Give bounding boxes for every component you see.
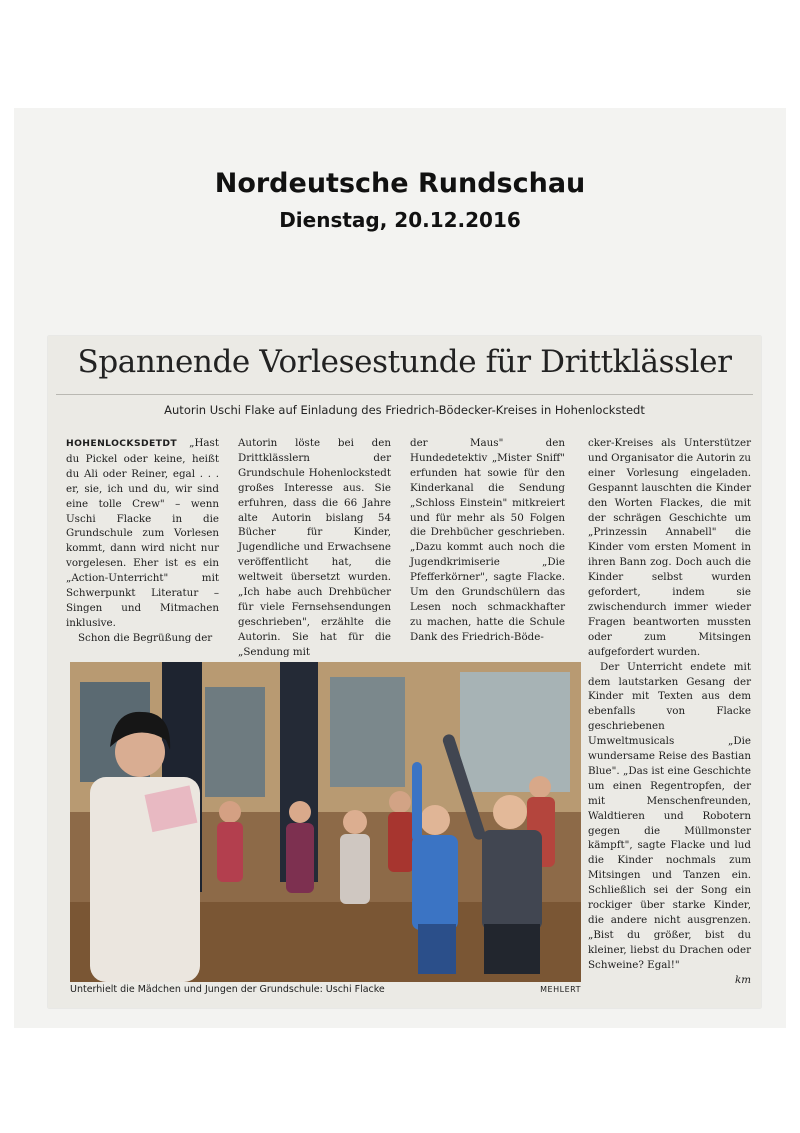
photo-caption (70, 984, 581, 995)
headline-rule (56, 394, 753, 395)
article-column-1 (66, 436, 219, 646)
article-photo (70, 662, 581, 982)
column-1-paragraph-1: „Hast du Pickel oder keine, heißt du Ali oder Reiner, egal . . . er, sie, ich und du, wir sind eine tolle Crew" – wenn Uschi Flacke in die Grundschule zum Vorlesen kommt, dann wird nicht nur vorgelesen. Eher ist es ein „Action-Unterricht" mit Schwerpunkt Literatur – Singen und Mitmachen inklusive. (66, 437, 219, 629)
author-signature: km (734, 973, 751, 986)
article-subheadline: Autorin Uschi Flake auf Einladung des Friedrich-Bödecker-Kreises in Hohenlockstedt (164, 403, 645, 417)
photo-credit: MEHLERT (540, 985, 581, 994)
article-dateline: HOHENLOCKSDETDT (66, 438, 178, 449)
column-2-text: Autorin löste bei den Drittklässlern der Grundschule Hohenlockstedt großes Interesse aus. Sie erfuhren, dass die 66 Jahre alte Autorin bislang 54 Bücher für Kinder, Jugendliche und Erwachsene veröffentlicht hat, die weltweit übersetzt wurden. „Ich habe auch Drehbücher für viele Fernsehsendungen geschrieben", erzählte die Autorin. Sie hat für die „Sendung mit (238, 437, 391, 658)
column-4-paragraph-1: cker-Kreises als Unterstützer und Organisator die Autorin zu einer Vorlesung eingeladen. Gespannt lauschten die Kinder den Worten Flackes, die mit der schrägen Geschichte um „Prinzessin Annabell" die Kinder vom ersten Moment in ihren Bann zog. Doch auch die Kinder selbst wurden gefordert, indem sie zwischendurch immer wieder Fragen beantworten mussten oder zum Mitsingen aufgefordert wurden. (588, 437, 751, 658)
newspaper-clipping (48, 336, 761, 1008)
publication-date: Dienstag, 20.12.2016 (279, 208, 521, 232)
article-column-4 (588, 436, 751, 988)
column-1-paragraph-2: Schon die Begrüßung der (78, 631, 213, 644)
column-4-paragraph-2: Der Unterricht endete mit dem lautstarken Gesang der Kinder mit Texten aus dem ebenfalls von Flacke geschriebenen Umweltmusicals „Die wundersame Reise des Bastian Blue". „Das ist eine Geschichte um einen Regentropfen, der mit Menschenfreunden, Waldtieren und Robotern gegen die Müllmonster kämpft", sagte Flacke und lud die Kinder nochmals zum Mitsingen und Tanzen ein. Schließlich sei der Song ein rockiger über starke Kinder, die andere nicht ausgrenzen. „Bist du größer, bist du kleiner, liebst du Drachen oder Schweine? Egal!" (588, 660, 751, 971)
classroom-illustration (70, 662, 581, 982)
article-column-2 (238, 436, 391, 660)
column-3-text: der Maus" den Hundedetektiv „Mister Sniff" erfunden hat sowie für den Kinderkanal die Sendung „Schloss Einstein" mitkreiert und für mehr als 50 Folgen die Drehbücher geschrieben. „Dazu kommt auch noch die Jugendkrimiserie „Die Pfefferkörner", sagte Flacke. Um den Grundschülern das Lesen noch schmackhafter zu machen, hatte die Schule Dank des Friedrich-Böde- (410, 437, 565, 643)
photo-caption-text: Unterhielt die Mädchen und Jungen der Grundschule: Uschi Flacke (70, 984, 385, 995)
article-column-3 (410, 436, 565, 645)
article-headline: Spannende Vorlesestunde für Drittklässler (77, 344, 732, 380)
publication-name: Nordeutsche Rundschau (214, 168, 586, 199)
